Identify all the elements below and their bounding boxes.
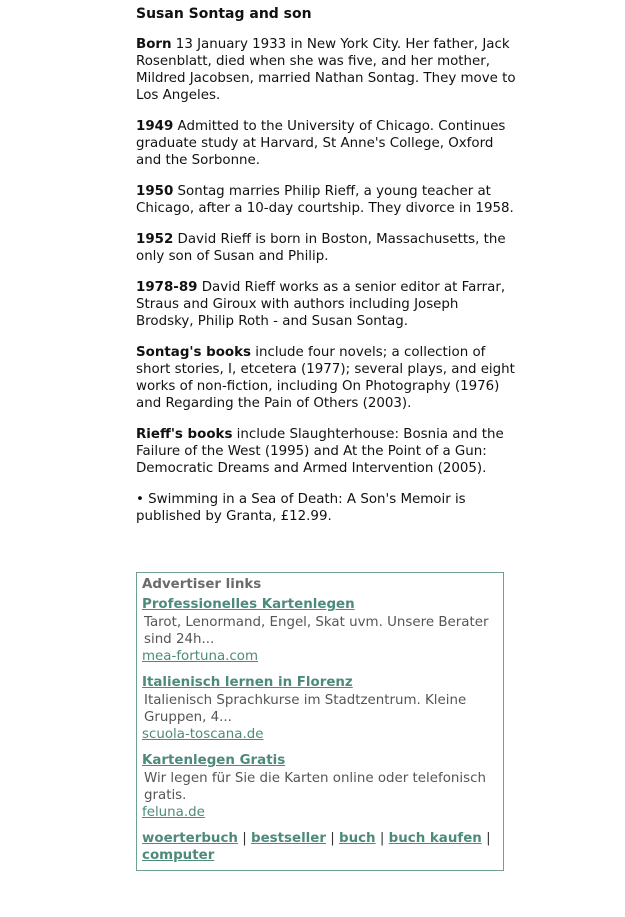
footer-link-woerterbuch[interactable]: woerterbuch (142, 831, 238, 846)
paragraph-lead: 1978-89 (136, 280, 198, 295)
paragraph-lead: 1952 (136, 232, 174, 247)
ad-description: Tarot, Lenormand, Engel, Skat uvm. Unsere Berater sind 24h... (144, 615, 489, 647)
footer-link-bestseller[interactable]: bestseller (250, 831, 326, 846)
paragraph-1949 (136, 118, 516, 169)
paragraph-rieff-books (136, 426, 516, 477)
ad-url-link[interactable]: mea-fortuna.com (142, 649, 259, 664)
article-title: Susan Sontag and son (136, 6, 312, 22)
separator: | (242, 831, 247, 846)
ad-description: Wir legen für Sie die Karten online oder telefonisch gratis. (144, 771, 486, 803)
footer-link-computer[interactable]: computer (142, 848, 215, 863)
paragraph-1950 (136, 183, 516, 217)
advertiser-links-box (136, 572, 504, 871)
paragraph-lead: Sontag's books (136, 345, 251, 360)
publication-note: • Swimming in a Sea of Death: A Son's Memoir is published by Granta, £12.99. (136, 492, 466, 524)
ad-description: Italienisch Sprachkurse im Stadtzentrum. Kleine Gruppen, 4... (144, 693, 467, 725)
ad-title-link[interactable]: Kartenlegen Gratis (142, 753, 286, 768)
paragraph-text: include four novels; a collection of short stories, I, etcetera (1977); several plays, and eight works of non-fiction, including On Photography (1976) and Regarding the Pain of Others (2003). (136, 345, 515, 411)
ad-title-link[interactable]: Italienisch lernen in Florenz (142, 675, 353, 690)
paragraph-text: include Slaughterhouse: Bosnia and the Failure of the West (1995) and At the Point of a Gun: Democratic Dreams and Armed Intervention (2005). (136, 427, 504, 476)
article (136, 6, 516, 539)
ad-item (142, 596, 498, 665)
ad-item (142, 674, 498, 743)
paragraph-text: 13 January 1933 in New York City. Her father, Jack Rosenblatt, died when she was five, and her mother, Mildred Jacobsen, married Nathan Sontag. They move to Los Angeles. (136, 37, 516, 103)
footer-link-buch-kaufen[interactable]: buch kaufen (388, 831, 482, 846)
separator: | (379, 831, 385, 846)
paragraph-lead: Born (136, 37, 172, 52)
paragraph-text: David Rieff works as a senior editor at Farrar, Straus and Giroux with authors including Joseph Brodsky, Philip Roth - and Susan Sontag. (136, 280, 506, 329)
separator: | (486, 831, 491, 846)
paragraph-sontag-books (136, 344, 516, 412)
paragraph-born (136, 36, 516, 104)
paragraph-lead: 1949 (136, 119, 174, 134)
ad-title-link[interactable]: Professionelles Kartenlegen (142, 597, 355, 612)
paragraph-text: David Rieff is born in Boston, Massachusetts, the only son of Susan and Philip. (136, 232, 506, 264)
paragraph-1952 (136, 231, 516, 265)
advertiser-links-header: Advertiser links (142, 577, 262, 592)
paragraph-lead: 1950 (136, 184, 174, 199)
ad-item (142, 752, 498, 821)
separator: | (330, 831, 335, 846)
footer-links (142, 830, 498, 864)
ad-url-link[interactable]: scuola-toscana.de (142, 727, 264, 742)
paragraph-lead: Rieff's books (136, 427, 233, 442)
paragraph-text: Sontag marries Philip Rieff, a young teacher at Chicago, after a 10-day courtship. They divorce in 1958. (136, 184, 514, 216)
ad-url-link[interactable]: feluna.de (142, 805, 205, 820)
paragraph-1978-89 (136, 279, 516, 330)
paragraph-text: Admitted to the University of Chicago. Continues graduate study at Harvard, St Anne's College, Oxford and the Sorbonne. (136, 119, 506, 168)
footer-link-buch[interactable]: buch (339, 831, 376, 846)
